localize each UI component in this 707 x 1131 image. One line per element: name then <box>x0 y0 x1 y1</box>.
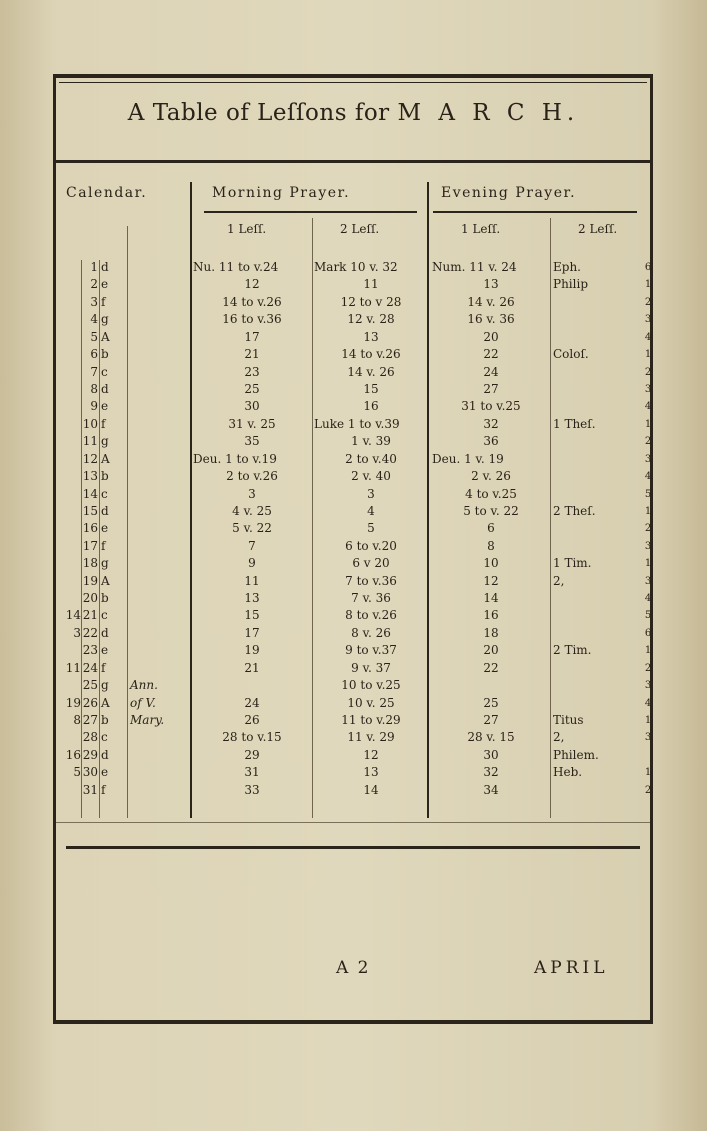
chapter-number: 2 <box>644 436 652 448</box>
morning-first-lesson: 16 to v.36 <box>222 312 282 327</box>
morning-second-lesson: 8 to v.26 <box>345 608 397 623</box>
golden-number: 3 <box>73 625 81 640</box>
day-of-month: 25 <box>82 678 98 693</box>
golden-number: 16 <box>65 747 81 762</box>
morning-second-lesson: 8 v. 26 <box>351 625 391 640</box>
morning-first-lesson: 35 <box>244 434 260 449</box>
evening-first-lesson: 4 to v.25 <box>465 486 517 501</box>
golden-number: 5 <box>73 765 81 780</box>
morning-first-lesson: 7 <box>248 538 256 553</box>
chapter-number: 3 <box>644 383 652 395</box>
morning-first-lesson: 31 v. 25 <box>228 416 276 431</box>
chapter-number: 2 <box>644 296 652 308</box>
evening-first-lesson: 5 to v. 22 <box>463 503 519 518</box>
day-of-month: 23 <box>82 643 98 658</box>
morning-first-lesson: 17 <box>244 625 260 640</box>
morning-second-lesson: 3 <box>367 486 375 501</box>
morning-second-lesson: 12 v. 28 <box>347 312 395 327</box>
evening-first-lesson: 36 <box>483 434 499 449</box>
evening-first-lesson: 34 <box>483 782 499 797</box>
evening-first-lesson: 14 v. 26 <box>467 294 515 309</box>
dominical-letter: b <box>101 347 109 362</box>
morning-first-lesson: 28 to v.15 <box>222 730 282 745</box>
table-row <box>0 381 707 398</box>
day-of-month: 29 <box>82 747 98 762</box>
morning-second-lesson: 11 <box>363 277 379 292</box>
evening-first-lesson: 22 <box>483 660 499 675</box>
evening-first-lesson-header: 1 Leſſ. <box>461 222 501 236</box>
table-row <box>0 311 707 328</box>
morning-first-lesson: 2 to v.26 <box>226 469 278 483</box>
dominical-letter: g <box>101 678 109 693</box>
morning-first-lesson: 3 <box>248 486 256 501</box>
chapter-number: 6 <box>644 262 652 273</box>
evening-first-lesson: Deu. 1 v. 19 <box>432 451 504 466</box>
chapter-number: 4 <box>644 331 652 343</box>
chapter-number: 3 <box>644 540 652 552</box>
morning-first-lesson: 26 <box>244 712 260 727</box>
dominical-letter: b <box>101 469 109 483</box>
dominical-letter: A <box>101 329 110 344</box>
chapter-number: 1 <box>644 505 652 517</box>
morning-second-lesson: 11 v. 29 <box>347 730 395 745</box>
morning-prayer-header: Morning Prayer. <box>212 185 351 201</box>
dominical-letter: e <box>101 765 109 780</box>
morning-first-lesson: Nu. 11 to v.24 <box>193 260 279 274</box>
morning-first-lesson: 14 to v.26 <box>222 294 282 309</box>
evening-first-lesson: 6 <box>487 521 495 536</box>
day-of-month: 13 <box>82 469 98 483</box>
table-row <box>0 364 707 381</box>
feast-note: of V. <box>130 695 156 710</box>
dominical-letter: e <box>101 277 109 292</box>
morning-first-lesson: 12 <box>244 277 260 292</box>
evening-second-lesson: 1 Tim. <box>553 556 592 571</box>
table-row <box>0 346 707 363</box>
day-of-month: 28 <box>82 730 98 745</box>
day-of-month: 12 <box>82 451 98 466</box>
morning-first-lesson: 11 <box>244 573 260 588</box>
day-of-month: 31 <box>82 782 98 797</box>
evening-prayer-header: Evening Prayer. <box>441 185 577 201</box>
table-row <box>0 520 707 537</box>
evening-second-lesson: 2 Theſ. <box>553 503 596 518</box>
evening-first-lesson: 32 <box>483 765 499 780</box>
table-row <box>0 782 707 799</box>
morning-second-lesson: 1 v. 39 <box>351 434 391 449</box>
evening-first-lesson: 27 <box>483 712 499 727</box>
dominical-letter: c <box>101 364 108 379</box>
table-row <box>0 642 707 659</box>
day-of-month: 30 <box>82 765 98 780</box>
day-of-month: 27 <box>82 712 98 727</box>
evening-second-lesson: 2, <box>553 573 565 588</box>
evening-first-lesson: 20 <box>483 643 499 658</box>
chapter-number: 2 <box>644 523 652 535</box>
morning-first-lesson: 31 <box>244 765 260 780</box>
chapter-number: 4 <box>644 697 652 709</box>
calendar-header: Calendar. <box>66 185 148 201</box>
day-of-month: 6 <box>90 347 98 362</box>
morning-first-lesson: 21 <box>244 660 260 675</box>
chapter-number: 1 <box>644 279 652 291</box>
dominical-letter: d <box>101 625 109 640</box>
day-of-month: 11 <box>82 434 98 449</box>
table-row <box>0 538 707 555</box>
morning-first-lesson: 4 v. 25 <box>232 503 272 518</box>
dominical-letter: c <box>101 608 108 623</box>
morning-second-lesson: 10 v. 25 <box>347 695 395 710</box>
evening-first-lesson: 32 <box>483 416 499 431</box>
day-of-month: 7 <box>90 364 98 379</box>
chapter-number: 6 <box>644 627 652 639</box>
dominical-letter: g <box>101 312 109 327</box>
dominical-letter: d <box>101 381 109 396</box>
chapter-number: 3 <box>644 314 652 326</box>
evening-first-lesson: 16 v. 36 <box>467 312 515 327</box>
morning-first-lesson: Deu. 1 to v.19 <box>193 451 277 466</box>
evening-second-lesson-header: 2 Leſſ. <box>578 222 618 236</box>
morning-first-lesson: 15 <box>244 608 260 623</box>
morning-second-lesson-header: 2 Leſſ. <box>340 222 380 236</box>
chapter-number: 1 <box>644 645 652 657</box>
dominical-letter: c <box>101 730 108 745</box>
chapter-number: 5 <box>644 488 652 500</box>
chapter-number: 2 <box>644 784 652 796</box>
morning-second-lesson: 9 to v.37 <box>345 643 397 658</box>
golden-number: 8 <box>73 712 81 727</box>
catchword: APRIL <box>534 958 609 978</box>
evening-first-lesson: 24 <box>483 364 499 379</box>
day-of-month: 24 <box>82 660 98 675</box>
morning-first-lesson: 19 <box>244 643 260 658</box>
evening-second-lesson: Philip <box>553 277 588 292</box>
morning-second-lesson: 11 to v.29 <box>341 712 401 727</box>
day-of-month: 22 <box>82 625 98 640</box>
title-rule <box>56 160 650 163</box>
morning-second-lesson: 12 <box>363 747 379 762</box>
chapter-number: 1 <box>644 418 652 430</box>
morning-second-lesson: 2 v. 40 <box>351 469 391 483</box>
morning-second-lesson: 14 <box>363 782 379 797</box>
day-of-month: 16 <box>82 521 98 536</box>
dominical-letter: c <box>101 486 108 501</box>
morning-first-lesson: 24 <box>244 695 260 710</box>
morning-second-lesson: 2 to v.40 <box>345 451 397 466</box>
evening-second-lesson: Heb. <box>553 765 583 780</box>
morning-second-lesson: 4 <box>367 503 375 518</box>
title-prefix: A Table of Leſſons for <box>127 100 390 126</box>
morning-first-lesson: 5 v. 22 <box>232 521 272 536</box>
morning-first-lesson: 25 <box>244 381 260 396</box>
morning-second-lesson: 12 to v 28 <box>340 294 402 309</box>
chapter-number: 1 <box>644 558 652 570</box>
day-of-month: 9 <box>90 399 98 414</box>
morning-second-lesson: 9 v. 37 <box>351 660 391 675</box>
morning-second-lesson: 14 v. 26 <box>347 364 395 379</box>
dominical-letter: d <box>101 747 109 762</box>
evening-second-lesson: Coloſ. <box>553 347 589 362</box>
chapter-number: 1 <box>644 349 652 361</box>
feast-note: Mary. <box>130 712 165 727</box>
golden-number: 11 <box>65 660 81 675</box>
chapter-number: 4 <box>644 401 652 413</box>
evening-first-lesson: 18 <box>483 625 499 640</box>
chapter-number: 3 <box>644 575 652 587</box>
title-month: M A R C H. <box>397 100 580 126</box>
table-row <box>0 729 707 746</box>
evening-underline <box>433 211 637 213</box>
morning-second-lesson: 7 v. 36 <box>351 591 391 605</box>
dominical-letter: f <box>101 538 106 553</box>
table-row <box>0 259 707 276</box>
day-of-month: 21 <box>82 608 98 623</box>
dominical-letter: f <box>101 294 106 309</box>
morning-first-lesson: 30 <box>244 399 260 414</box>
golden-number: 14 <box>65 608 81 623</box>
evening-first-lesson: 8 <box>487 538 495 553</box>
evening-second-lesson: Eph. <box>553 260 581 274</box>
chapter-number: 1 <box>644 767 652 779</box>
evening-first-lesson: 14 <box>483 591 499 605</box>
day-of-month: 1 <box>90 260 98 274</box>
day-of-month: 20 <box>82 591 98 605</box>
morning-first-lesson: 33 <box>244 782 260 797</box>
evening-first-lesson: 16 <box>483 608 499 623</box>
dominical-letter: e <box>101 399 109 414</box>
chapter-number: 4 <box>644 471 652 482</box>
evening-first-lesson: 25 <box>483 695 499 710</box>
dominical-letter: A <box>101 451 110 466</box>
evening-second-lesson: 2, <box>553 730 565 745</box>
morning-second-lesson: 15 <box>363 381 379 396</box>
morning-first-lesson: 29 <box>244 747 260 762</box>
chapter-number: 3 <box>644 453 652 465</box>
evening-first-lesson: 27 <box>483 381 499 396</box>
evening-first-lesson: 31 to v.25 <box>461 399 521 414</box>
evening-first-lesson: 22 <box>483 347 499 362</box>
morning-second-lesson: 13 <box>363 329 379 344</box>
table-row <box>0 607 707 624</box>
table-row <box>0 660 707 677</box>
morning-second-lesson: 16 <box>363 399 379 414</box>
table-row <box>0 747 707 764</box>
dominical-letter: A <box>101 695 110 710</box>
day-of-month: 15 <box>82 503 98 518</box>
table-row <box>0 398 707 415</box>
morning-first-lesson: 9 <box>248 556 256 571</box>
table-row <box>0 468 707 485</box>
morning-second-lesson: 5 <box>367 521 375 536</box>
table-row <box>0 503 707 520</box>
morning-second-lesson: 6 v 20 <box>352 556 390 571</box>
chapter-number: 3 <box>644 732 652 744</box>
day-of-month: 4 <box>90 312 98 327</box>
morning-second-lesson: 7 to v.36 <box>345 573 397 588</box>
table-row <box>0 416 707 433</box>
dominical-letter: f <box>101 416 106 431</box>
evening-first-lesson: 30 <box>483 747 499 762</box>
dominical-letter: f <box>101 782 106 797</box>
morning-first-lesson: 13 <box>244 591 260 605</box>
table-row <box>0 486 707 503</box>
dominical-letter: A <box>101 573 110 588</box>
table-row <box>0 276 707 293</box>
table-row <box>0 573 707 590</box>
chapter-number: 4 <box>644 593 652 604</box>
day-of-month: 2 <box>90 277 98 292</box>
evening-first-lesson: 20 <box>483 329 499 344</box>
table-row <box>0 625 707 642</box>
dominical-letter: d <box>101 503 109 518</box>
day-of-month: 19 <box>82 573 98 588</box>
table-row <box>0 451 707 468</box>
table-row <box>0 712 707 729</box>
dominical-letter: f <box>101 660 106 675</box>
page-title <box>0 100 707 126</box>
footer-rule <box>66 846 640 849</box>
morning-second-lesson: Mark 10 v. 32 <box>314 260 398 274</box>
day-of-month: 3 <box>90 294 98 309</box>
chapter-number: 1 <box>644 714 652 726</box>
table-row <box>0 555 707 572</box>
morning-second-lesson: 10 to v.25 <box>341 678 401 693</box>
dominical-letter: e <box>101 643 109 658</box>
day-of-month: 8 <box>90 381 98 396</box>
feast-note: Ann. <box>130 678 158 693</box>
evening-second-lesson: Titus <box>553 712 584 727</box>
chapter-number: 5 <box>644 610 652 622</box>
table-row <box>0 695 707 712</box>
evening-second-lesson: 1 Theſ. <box>553 416 596 431</box>
day-of-month: 10 <box>82 416 98 431</box>
morning-second-lesson: 14 to v.26 <box>341 347 401 362</box>
morning-second-lesson: Luke 1 to v.39 <box>314 416 400 431</box>
table-row <box>0 764 707 781</box>
evening-first-lesson: 10 <box>483 556 499 571</box>
table-row <box>0 329 707 346</box>
table-row <box>0 590 707 607</box>
evening-first-lesson: 13 <box>483 277 499 292</box>
dominical-letter: e <box>101 521 109 536</box>
chapter-number: 2 <box>644 662 652 674</box>
day-of-month: 18 <box>82 556 98 571</box>
dominical-letter: d <box>101 260 109 274</box>
evening-first-lesson: 12 <box>483 573 499 588</box>
table-row <box>0 433 707 450</box>
signature-mark: A 2 <box>336 958 371 978</box>
day-of-month: 14 <box>82 486 98 501</box>
morning-first-lesson: 17 <box>244 329 260 344</box>
table-row <box>0 677 707 694</box>
evening-second-lesson: Philem. <box>553 747 599 762</box>
evening-first-lesson: 28 v. 15 <box>467 730 515 745</box>
evening-second-lesson: 2 Tim. <box>553 643 592 658</box>
dominical-letter: g <box>101 434 109 449</box>
morning-second-lesson: 6 to v.20 <box>345 538 397 553</box>
evening-first-lesson: Num. 11 v. 24 <box>432 260 517 274</box>
morning-first-lesson: 23 <box>244 364 260 379</box>
chapter-number: 2 <box>644 366 652 378</box>
dominical-letter: b <box>101 712 109 727</box>
table-row <box>0 294 707 311</box>
morning-second-lesson: 13 <box>363 765 379 780</box>
dominical-letter: b <box>101 591 109 605</box>
table-end-rule <box>56 822 650 823</box>
evening-first-lesson: 2 v. 26 <box>471 469 511 483</box>
day-of-month: 17 <box>82 538 98 553</box>
morning-first-lesson-header: 1 Leſſ. <box>227 222 267 236</box>
day-of-month: 26 <box>82 695 98 710</box>
morning-first-lesson: 21 <box>244 347 260 362</box>
day-of-month: 5 <box>90 329 98 344</box>
morning-underline <box>204 211 417 213</box>
chapter-number: 3 <box>644 680 652 692</box>
dominical-letter: g <box>101 556 109 571</box>
golden-number: 19 <box>65 695 81 710</box>
